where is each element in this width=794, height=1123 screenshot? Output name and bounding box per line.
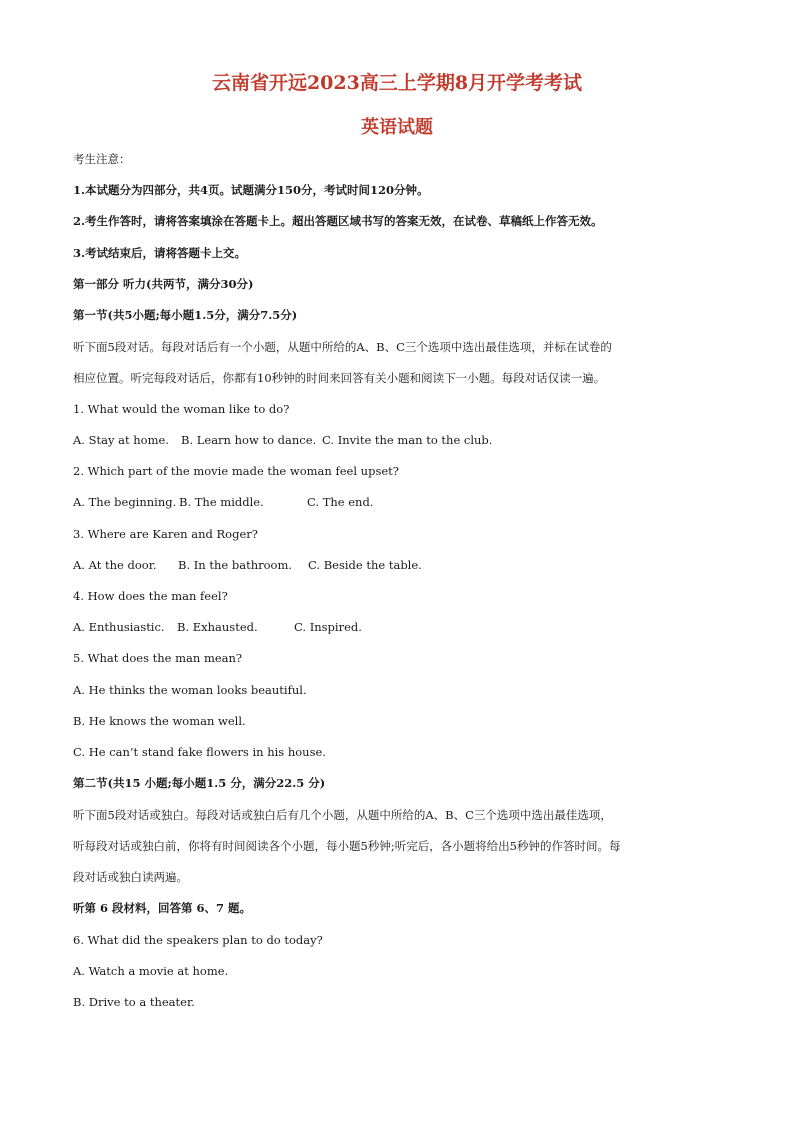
question-5-option-c: C. He can’t stand fake flowers in his house.: [73, 745, 326, 759]
question-1: 1. What would the woman like to do?: [73, 402, 290, 416]
question-3-option-c: C. Beside the table.: [308, 558, 422, 572]
notice-item-3: 3.考试结束后，请将答题卡上交。: [73, 246, 247, 260]
question-6-option-a: A. Watch a movie at home.: [73, 964, 229, 978]
question-3-option-b: B. In the bathroom.: [178, 558, 293, 572]
section2-instructions-line-2: 听每段对话或独白前，你将有时间阅读各个小题，每小题5秒钟;听完后，各小题将给出5秒钟的作答时间。每: [73, 839, 621, 853]
question-5-option-b: B. He knows the woman well.: [73, 714, 246, 728]
section2-instructions-line-3: 段对话或独白读两遍。: [73, 870, 188, 884]
question-2-option-b: B. The middle.: [179, 495, 264, 509]
notice-heading: 考生注意：: [73, 152, 131, 166]
question-2-option-c: C. The end.: [307, 495, 374, 509]
notice-item-1: 1.本试题分为四部分，共4页。试题满分150分，考试时间120分钟。: [73, 183, 429, 197]
question-2: 2. Which part of the movie made the woman feel upset?: [73, 464, 399, 478]
section1-instructions-line-2: 相应位置。听完每段对话后，你都有10秒钟的时间来回答有关小题和阅读下一小题。每段对话仅读一遍。: [73, 371, 606, 385]
question-2-option-a: A. The beginning.: [73, 495, 177, 509]
question-3-option-a: A. At the door.: [73, 558, 157, 572]
section1-instructions-line-1: 听下面5段对话。每段对话后有一个小题，从题中所给的A、B、C三个选项中选出最佳选项，并标在试卷的: [73, 340, 612, 354]
exam-title: 云南省开远2023高三上学期8月开学考考试: [211, 72, 583, 94]
notice-item-2: 2.考生作答时，请将答案填涂在答题卡上。超出答题区域书写的答案无效，在试卷、草稿纸上作答无效。: [73, 214, 603, 228]
exam-subtitle: 英语试题: [361, 117, 433, 138]
material-6-heading: 听第 6 段材料，回答第 6、7 题。: [73, 901, 252, 915]
question-4: 4. How does the man feel?: [73, 589, 228, 603]
question-5-option-a: A. He thinks the woman looks beautiful.: [73, 683, 307, 697]
question-4-option-c: C. Inspired.: [294, 620, 362, 634]
section1-heading: 第一节(共5小题;每小题1.5分，满分7.5分): [73, 308, 298, 322]
question-6: 6. What did the speakers plan to do today?: [73, 933, 323, 947]
section2-heading: 第二节(共15 小题;每小题1.5 分，满分22.5 分): [73, 776, 326, 790]
question-5: 5. What does the man mean?: [73, 651, 243, 665]
question-6-option-b: B. Drive to a theater.: [73, 995, 195, 1009]
section2-instructions-line-1: 听下面5段对话或独白。每段对话或独白后有几个小题，从题中所给的A、B、C三个选项中选出最佳选项，: [73, 808, 612, 822]
question-1-option-c: C. Invite the man to the club.: [322, 433, 493, 447]
question-1-option-a: A. Stay at home.: [73, 433, 169, 447]
part1-heading: 第一部分 听力(共两节，满分30分): [73, 277, 254, 291]
question-1-option-b: B. Learn how to dance.: [181, 433, 317, 447]
question-4-option-a: A. Enthusiastic.: [73, 620, 165, 634]
question-3: 3. Where are Karen and Roger?: [73, 527, 258, 541]
question-4-option-b: B. Exhausted.: [177, 620, 258, 634]
